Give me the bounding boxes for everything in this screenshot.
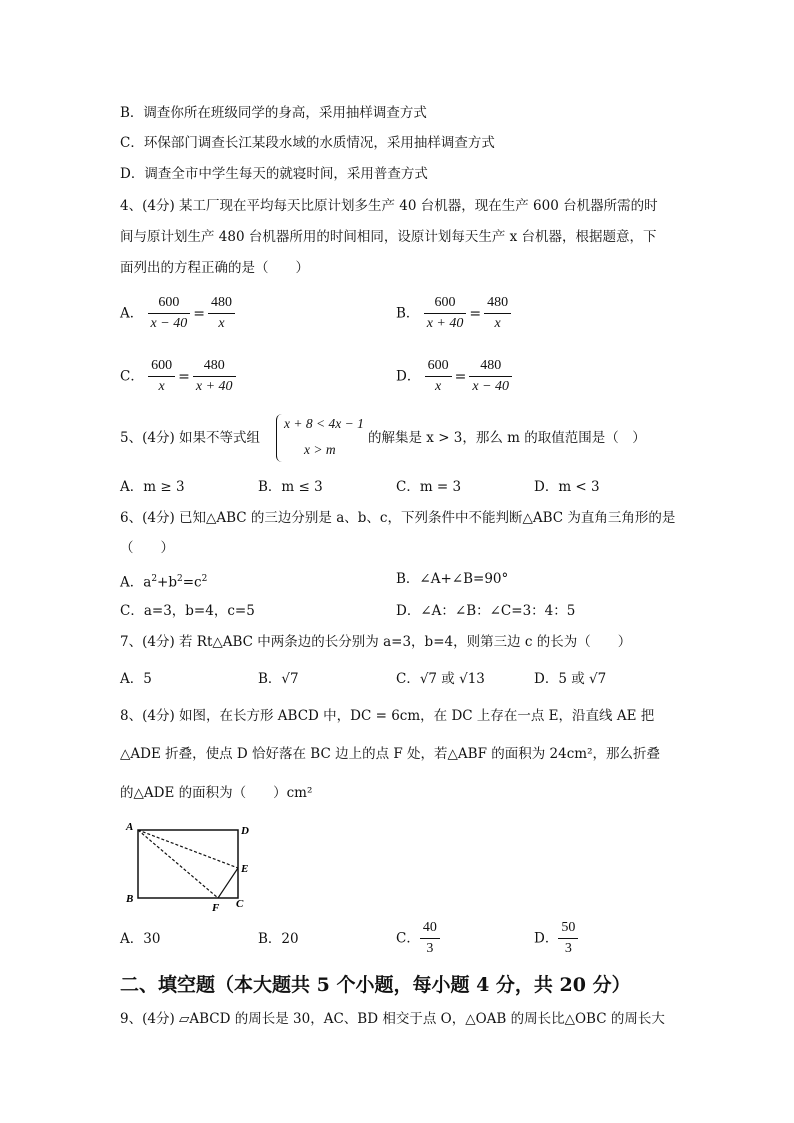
q7-stem: 7、(4分) 若 Rt△ABC 中两条边的长分别为 a=3，b=4，则第三边 c 的长为（ ） xyxy=(120,634,632,650)
q4-option-c: C． $\frac{600}{x}$ = $\frac{480}{x + 40}$ xyxy=(120,356,236,397)
label-a: A xyxy=(126,821,134,833)
rectangle-abcd xyxy=(138,830,238,898)
q5-inequality-system xyxy=(276,414,366,462)
q5-stem-prefix: 5、(4分) 如果不等式组 xyxy=(120,430,261,446)
segment-ae xyxy=(138,830,238,868)
q6-stem-line2: （ ） xyxy=(120,540,174,556)
q4-option-c-label: C． xyxy=(120,368,144,385)
q6-stem-line1: 6、(4分) 已知△ABC 的三边分别是 a、b、c，下列条件中不能判断△ABC 为直角三角形的是 xyxy=(120,510,676,526)
q4-c-fraction-right: $\frac{480}{x + 40}$ xyxy=(193,356,236,397)
q8-stem-line1: 8、(4分) 如图，在长方形 ABCD 中，DC = 6cm，在 DC 上存在一点 E，沿直线 AE 把 xyxy=(120,708,655,724)
q4-d-fraction-right: $\frac{480}{x - 40}$ xyxy=(469,356,512,397)
q4-option-a: A． $\frac{600}{x - 40}$ = $\frac{480}{x}$ xyxy=(120,293,235,334)
q3-option-d: D．调查全市中学生每天的就寝时间，采用普查方式 xyxy=(120,166,428,182)
q5-stem-suffix: 的解集是 x > 3，那么 m 的取值范围是（ ） xyxy=(368,430,646,446)
label-d: D xyxy=(241,825,249,837)
q8-d-fraction: $\frac{50}{3}$ xyxy=(558,918,578,959)
q5-row1: x + 8 < 4x − 1 xyxy=(284,416,364,431)
label-b: B xyxy=(126,893,134,905)
label-e: E xyxy=(241,863,249,875)
q4-d-fraction-left: $\frac{600}{x}$ xyxy=(425,356,452,397)
q4-stem-line3: 面列出的方程正确的是（ ） xyxy=(120,260,309,276)
q4-option-d: D． $\frac{600}{x}$ = $\frac{480}{x - 40}$ xyxy=(396,356,512,397)
q4-option-b-label: B． xyxy=(396,305,420,322)
q8-option-b: B．20 xyxy=(258,931,299,947)
segment-fe xyxy=(218,868,238,898)
q3-option-c: C．环保部门调查长江某段水域的水质情况，采用抽样调查方式 xyxy=(120,135,495,151)
q5-option-a: A．m ≥ 3 xyxy=(120,479,185,495)
q7-option-b: B．√7 xyxy=(258,671,299,687)
q4-option-d-label: D． xyxy=(396,368,421,385)
q4-stem-line2: 间与原计划生产 480 台机器所用的时间相同，设原计划每天生产 x 台机器，根据题意，下 xyxy=(120,229,657,245)
q7-option-d: D．5 或 √7 xyxy=(534,671,607,687)
q5-option-d: D．m < 3 xyxy=(534,479,600,495)
q4-c-fraction-left: $\frac{600}{x}$ xyxy=(148,356,175,397)
q8-stem-line2: △ADE 折叠，使点 D 恰好落在 BC 边上的点 F 处，若△ABF 的面积为 24cm²，那么折叠 xyxy=(120,746,660,762)
label-c: C xyxy=(236,898,244,910)
section-2-heading: 二、填空题（本大题共 5 个小题，每小题 4 分，共 20 分） xyxy=(120,974,631,996)
q4-b-fraction-right: $\frac{480}{x}$ xyxy=(484,293,511,334)
q8-c-fraction: $\frac{40}{3}$ xyxy=(420,918,440,959)
q4-b-fraction-left: $\frac{600}{x + 40}$ xyxy=(424,293,467,334)
q6-option-b: B．∠A+∠B=90° xyxy=(396,571,509,587)
q4-option-b: B． $\frac{600}{x + 40}$ = $\frac{480}{x}$ xyxy=(396,293,511,334)
q4-a-fraction-right: $\frac{480}{x}$ xyxy=(208,293,235,334)
q5-option-c: C．m = 3 xyxy=(396,479,462,495)
q4-a-fraction-left: $\frac{600}{x - 40}$ xyxy=(148,293,191,334)
label-f: F xyxy=(212,902,220,914)
q6-option-a: A．$a^2+b^2=c^2$ xyxy=(120,574,208,591)
q7-option-c: C．√7 或 √13 xyxy=(396,671,485,687)
q8-option-a: A．30 xyxy=(120,931,161,947)
q4-stem-line1: 4、(4分) 某工厂现在平均每天比原计划多生产 40 台机器，现在生产 600 台机器所需的时 xyxy=(120,198,658,214)
q8-option-d: D． $\frac{50}{3}$ xyxy=(534,918,578,959)
segment-af xyxy=(138,830,218,898)
q3-option-b: B．调查你所在班级同学的身高，采用抽样调查方式 xyxy=(120,105,427,121)
q8-rectangle-figure xyxy=(124,818,254,918)
q5-row2: x > m xyxy=(304,442,336,457)
q8-stem-line3: 的△ADE 的面积为（ ）cm² xyxy=(120,785,313,801)
q8-option-c: C． $\frac{40}{3}$ xyxy=(396,918,440,959)
q5-option-b: B．m ≤ 3 xyxy=(258,479,323,495)
q7-option-a: A．5 xyxy=(120,671,152,687)
q4-option-a-label: A． xyxy=(120,305,144,322)
q6-option-c: C．a=3，b=4，c=5 xyxy=(120,603,255,619)
q6-option-d: D．∠A：∠B：∠C=3：4：5 xyxy=(396,603,576,619)
q9-stem-line1: 9、(4分) ▱ABCD 的周长是 30，AC、BD 相交于点 O，△OAB 的周长比△OBC 的周长大 xyxy=(120,1011,665,1027)
